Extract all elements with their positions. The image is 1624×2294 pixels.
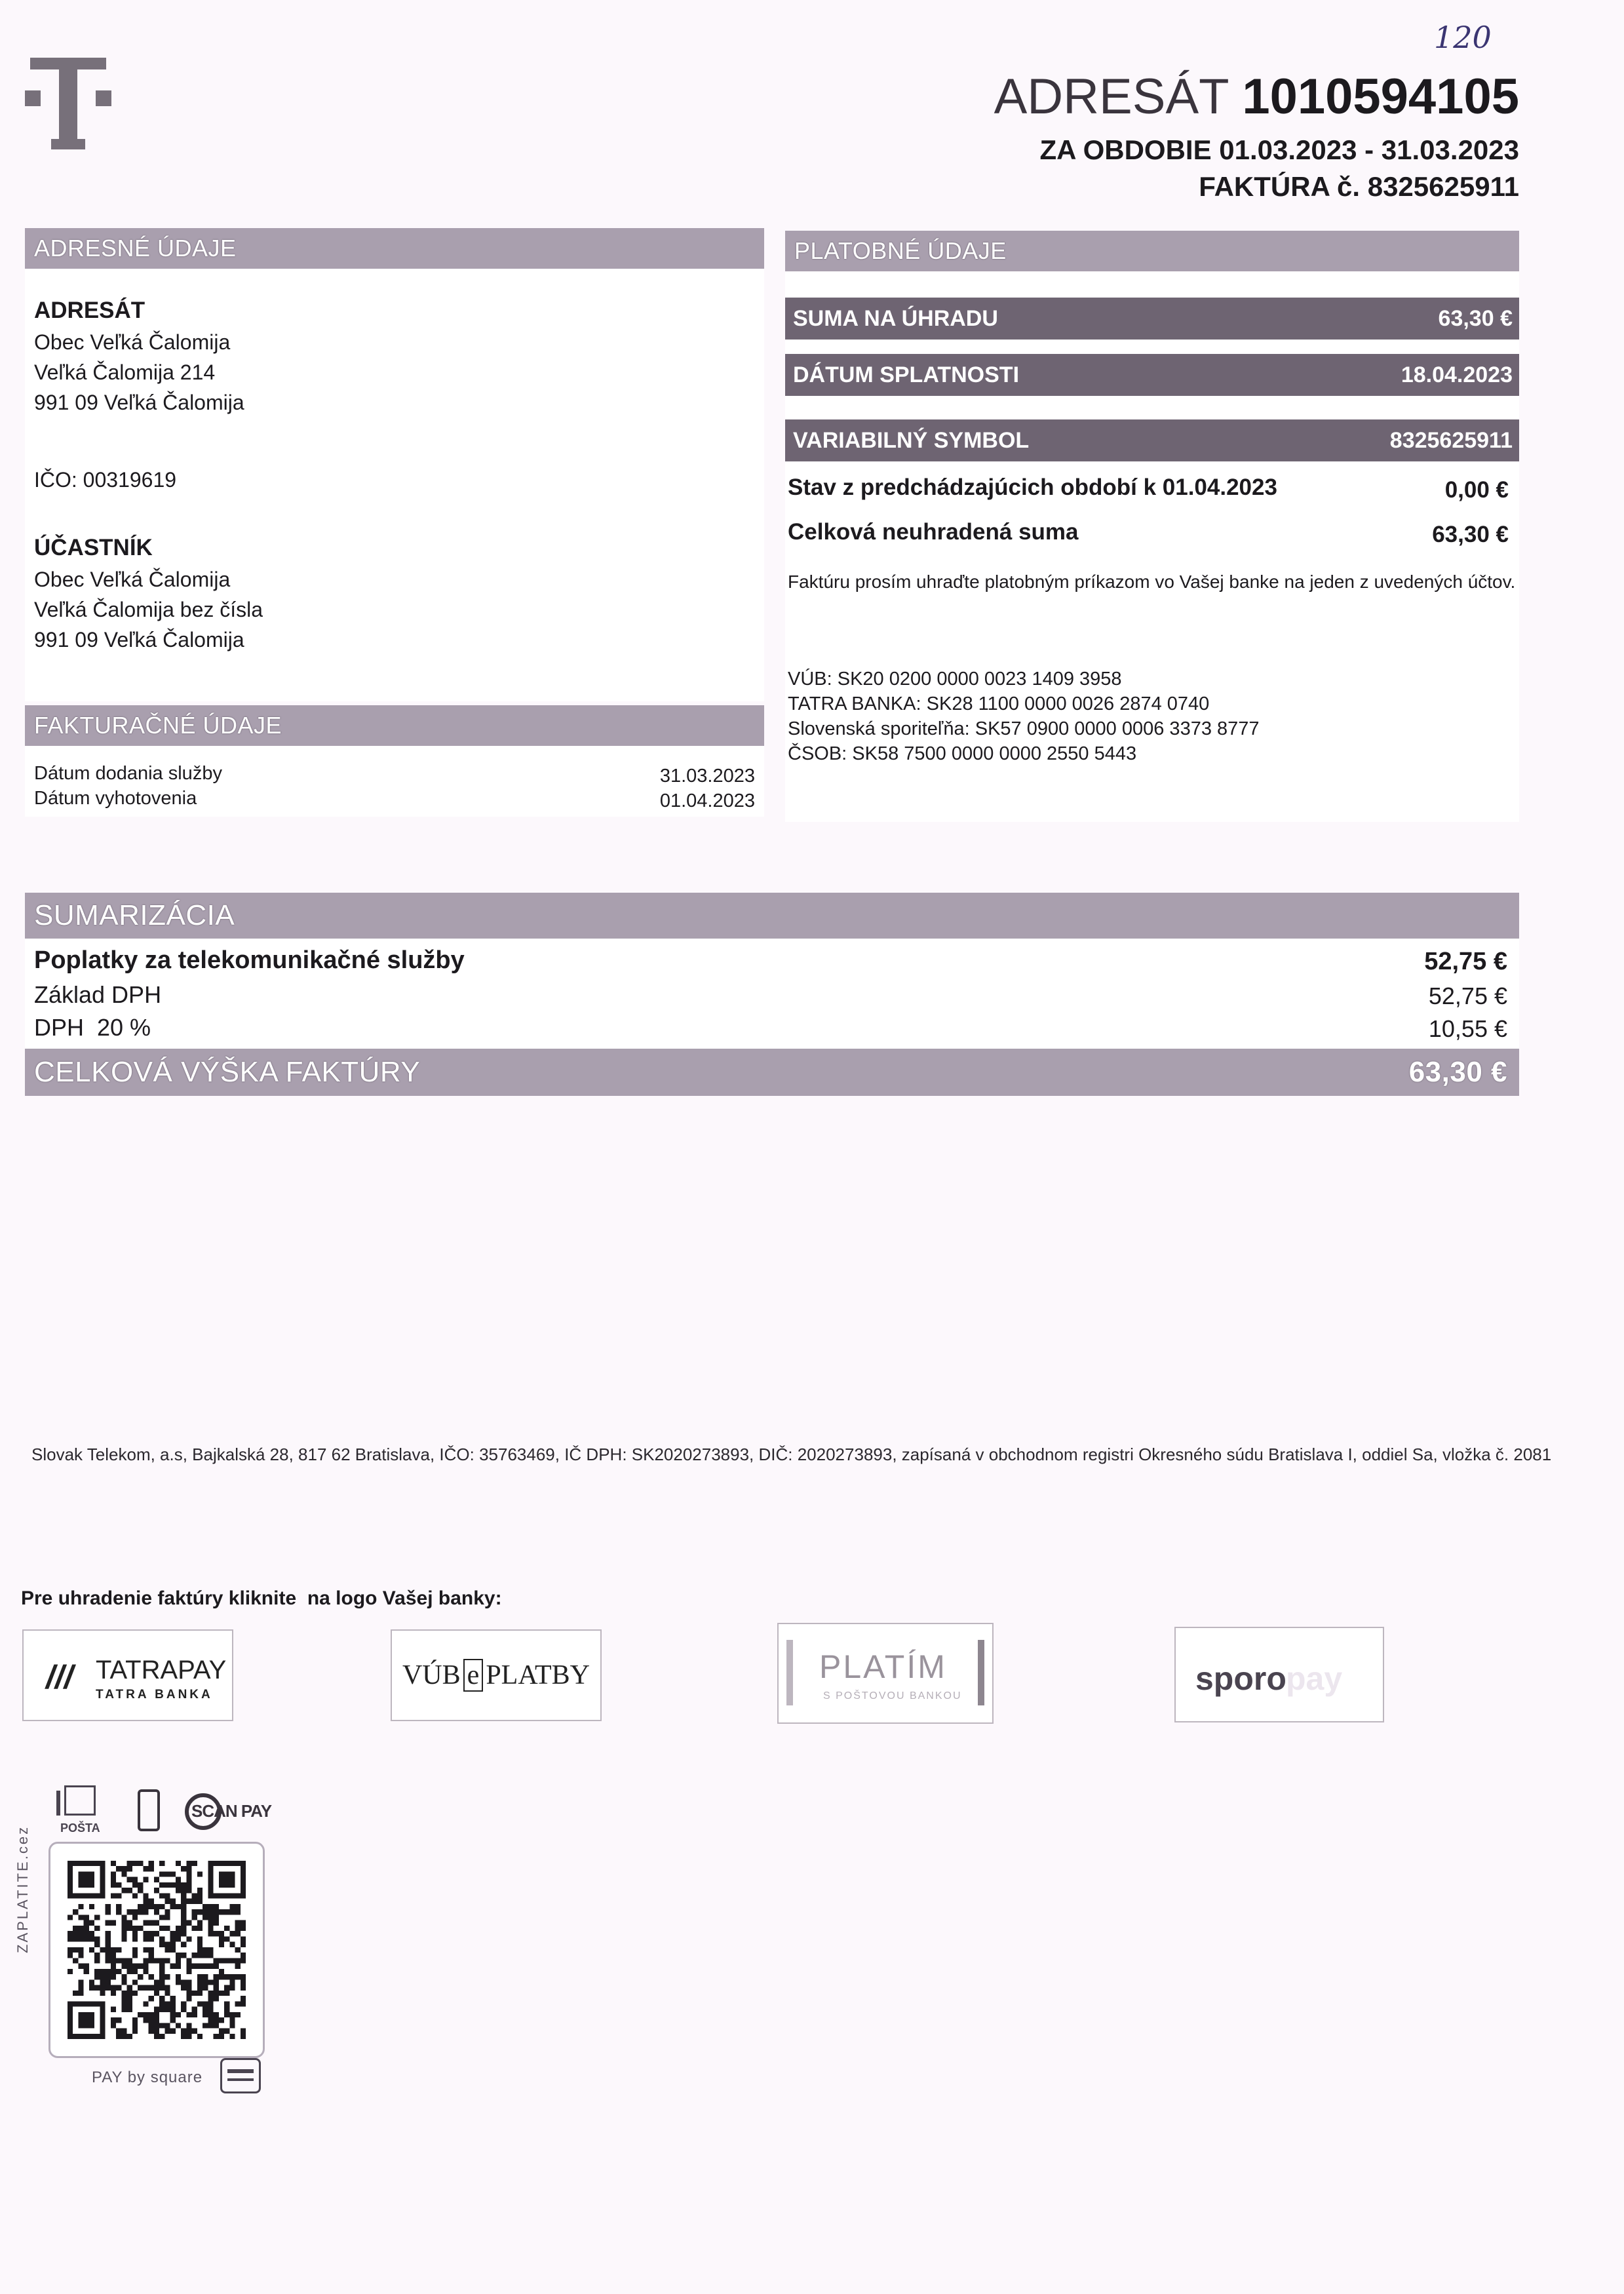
sporo-faded: pay xyxy=(1286,1660,1343,1697)
tatrapay-slashes-icon: /// xyxy=(46,1659,73,1696)
pay-prompt: Pre uhradenie faktúry kliknite na logo Vašej banky: xyxy=(21,1587,502,1609)
recipient-line: Obec Veľká Čalomija xyxy=(34,330,231,354)
due-date-label: DÁTUM SPLATNOSTI xyxy=(793,362,1020,387)
billing-row-label: Dátum dodania služby xyxy=(34,763,222,784)
summary-row-value: 52,75 € xyxy=(1424,948,1507,975)
posta-icon xyxy=(56,1785,104,1839)
platim-sub: S POŠTOVOU BANKOU xyxy=(823,1690,962,1701)
invoice-number: 8325625911 xyxy=(1367,171,1519,202)
payment-panel xyxy=(785,271,1519,822)
ico-value: IČO: 00319619 xyxy=(34,468,177,492)
variable-symbol-label: VARIABILNÝ SYMBOL xyxy=(793,427,1030,453)
posta-emblem xyxy=(64,1785,96,1816)
billing-period: ZA OBDOBIE 01.03.2023 - 31.03.2023 xyxy=(1039,134,1519,165)
address-panel xyxy=(25,269,764,701)
invoice-total-label: CELKOVÁ VÝŠKA FAKTÚRY xyxy=(34,1056,421,1088)
summary-row-label: Základ DPH xyxy=(34,981,162,1008)
bank-account: Slovenská sporiteľňa: SK57 0900 0000 0006 3373 8777 xyxy=(788,718,1260,739)
qr-code xyxy=(68,1861,246,2039)
posta-emblem-stripe xyxy=(56,1791,60,1816)
unpaid-total-value: 63,30 € xyxy=(1432,522,1509,547)
billing-panel xyxy=(25,746,764,817)
payment-section-title: PLATOBNÉ ÚDAJE xyxy=(785,231,1519,271)
telekom-logo xyxy=(25,58,111,151)
vub-eplatby-button[interactable] xyxy=(391,1629,602,1721)
billing-row-value: 31.03.2023 xyxy=(659,766,755,787)
recipient-heading: ADRESÁT xyxy=(34,298,145,323)
summary-panel xyxy=(25,939,1519,1049)
vub-eplatby-logo xyxy=(392,1660,600,1691)
amount-due-bar xyxy=(785,298,1519,340)
participant-heading: ÚČASTNÍK xyxy=(34,535,153,560)
participant-line: 991 09 Veľká Čalomija xyxy=(34,628,244,651)
variable-symbol-value: 8325625911 xyxy=(1389,427,1513,453)
scan-pay-label: SCAN PAY xyxy=(191,1801,272,1821)
summary-row-label: Poplatky za telekomunikačné služby xyxy=(34,946,465,974)
previous-balance-value: 0,00 € xyxy=(1444,477,1509,503)
invoice-label: FAKTÚRA č. xyxy=(1199,171,1361,202)
amount-due-label: SUMA NA ÚHRADU xyxy=(793,305,998,331)
bank-account: ČSOB: SK58 7500 0000 0000 2550 5443 xyxy=(788,743,1137,764)
vub-right: PLATBY xyxy=(486,1660,590,1690)
card-stripe xyxy=(227,2078,254,2081)
posta-label: POŠTA xyxy=(60,1821,100,1835)
summary-row-value: 52,75 € xyxy=(1428,982,1507,1009)
logo-dot-right xyxy=(96,90,111,106)
address-section-title: ADRESNÉ ÚDAJE xyxy=(25,228,764,269)
invoice-total-bar xyxy=(25,1049,1519,1096)
pay-by-square-caption: PAY by square xyxy=(92,2069,203,2086)
platim-button[interactable] xyxy=(777,1623,994,1724)
payment-instruction: Faktúru prosím uhraďte platobným príkazom vo Vašej banke na jeden z uvedených účtov. xyxy=(788,572,1516,592)
recipient-line: Veľká Čalomija 214 xyxy=(34,360,216,384)
participant-line: Obec Veľká Čalomija xyxy=(34,568,231,591)
due-date-bar xyxy=(785,354,1519,396)
logo-stem-foot xyxy=(51,139,85,149)
billing-row-label: Dátum vyhotovenia xyxy=(34,788,197,809)
platim-name: PLATÍM xyxy=(819,1648,947,1685)
vub-e-box: e xyxy=(463,1659,484,1692)
recipient-line: 991 09 Veľká Čalomija xyxy=(34,391,244,414)
card-stripe xyxy=(227,2069,254,2073)
bank-account: VÚB: SK20 0200 0000 0023 1409 3958 xyxy=(788,669,1122,690)
tatrapay-button[interactable] xyxy=(22,1629,233,1721)
recipient-header xyxy=(994,69,1519,125)
billing-section-title: FAKTURAČNÉ ÚDAJE xyxy=(25,705,764,746)
vub-left: VÚB xyxy=(402,1660,461,1690)
mobile-phone-icon xyxy=(138,1789,160,1831)
due-date-value: 18.04.2023 xyxy=(1401,362,1513,387)
invoice-number-line xyxy=(1199,173,1519,201)
tatrapay-sub: TATRA BANKA xyxy=(96,1688,213,1701)
unpaid-total-label: Celková neuhradená suma xyxy=(788,519,1079,545)
summary-row-value: 10,55 € xyxy=(1428,1015,1507,1042)
sporopay-button[interactable] xyxy=(1174,1627,1384,1722)
previous-balance-label: Stav z predchádzajúcich období k 01.04.2023 xyxy=(788,475,1277,500)
participant-line: Veľká Čalomija bez čísla xyxy=(34,598,263,621)
sporo-name: sporo xyxy=(1195,1660,1286,1697)
summary-section-title: SUMARIZÁCIA xyxy=(25,893,1519,939)
handwritten-note: 120 xyxy=(1434,20,1492,55)
recipient-header-label: ADRESÁT xyxy=(994,69,1229,125)
variable-symbol-bar xyxy=(785,419,1519,461)
summary-row-label: DPH 20 % xyxy=(34,1014,151,1041)
billing-row-value: 01.04.2023 xyxy=(659,790,755,811)
qr-code-frame xyxy=(48,1842,265,2058)
logo-dot-left xyxy=(25,90,41,106)
recipient-header-number: 1010594105 xyxy=(1242,69,1519,125)
logo-stem xyxy=(59,58,77,149)
amount-due-value: 63,30 € xyxy=(1438,305,1513,331)
platim-bracket-left xyxy=(786,1640,793,1705)
bank-account: TATRA BANKA: SK28 1100 0000 0026 2874 0740 xyxy=(788,693,1210,714)
scan-pay-icon xyxy=(185,1793,272,1830)
tatrapay-name: TATRAPAY xyxy=(96,1656,227,1684)
card-icon xyxy=(220,2058,261,2093)
platim-bracket-right xyxy=(978,1640,984,1705)
invoice-total-value: 63,30 € xyxy=(1408,1056,1507,1088)
company-info: Slovak Telekom, a.s, Bajkalská 28, 817 62 Bratislava, IČO: 35763469, IČ DPH: SK2020273893, DIČ: 2020273893, zapísaná v obchodnom registri Okresného súdu Bratislava I, oddiel Sa, vložka č. 2081 xyxy=(31,1445,1552,1464)
zaplatite-side-label: ZAPLATITE.cez xyxy=(14,1825,31,1953)
